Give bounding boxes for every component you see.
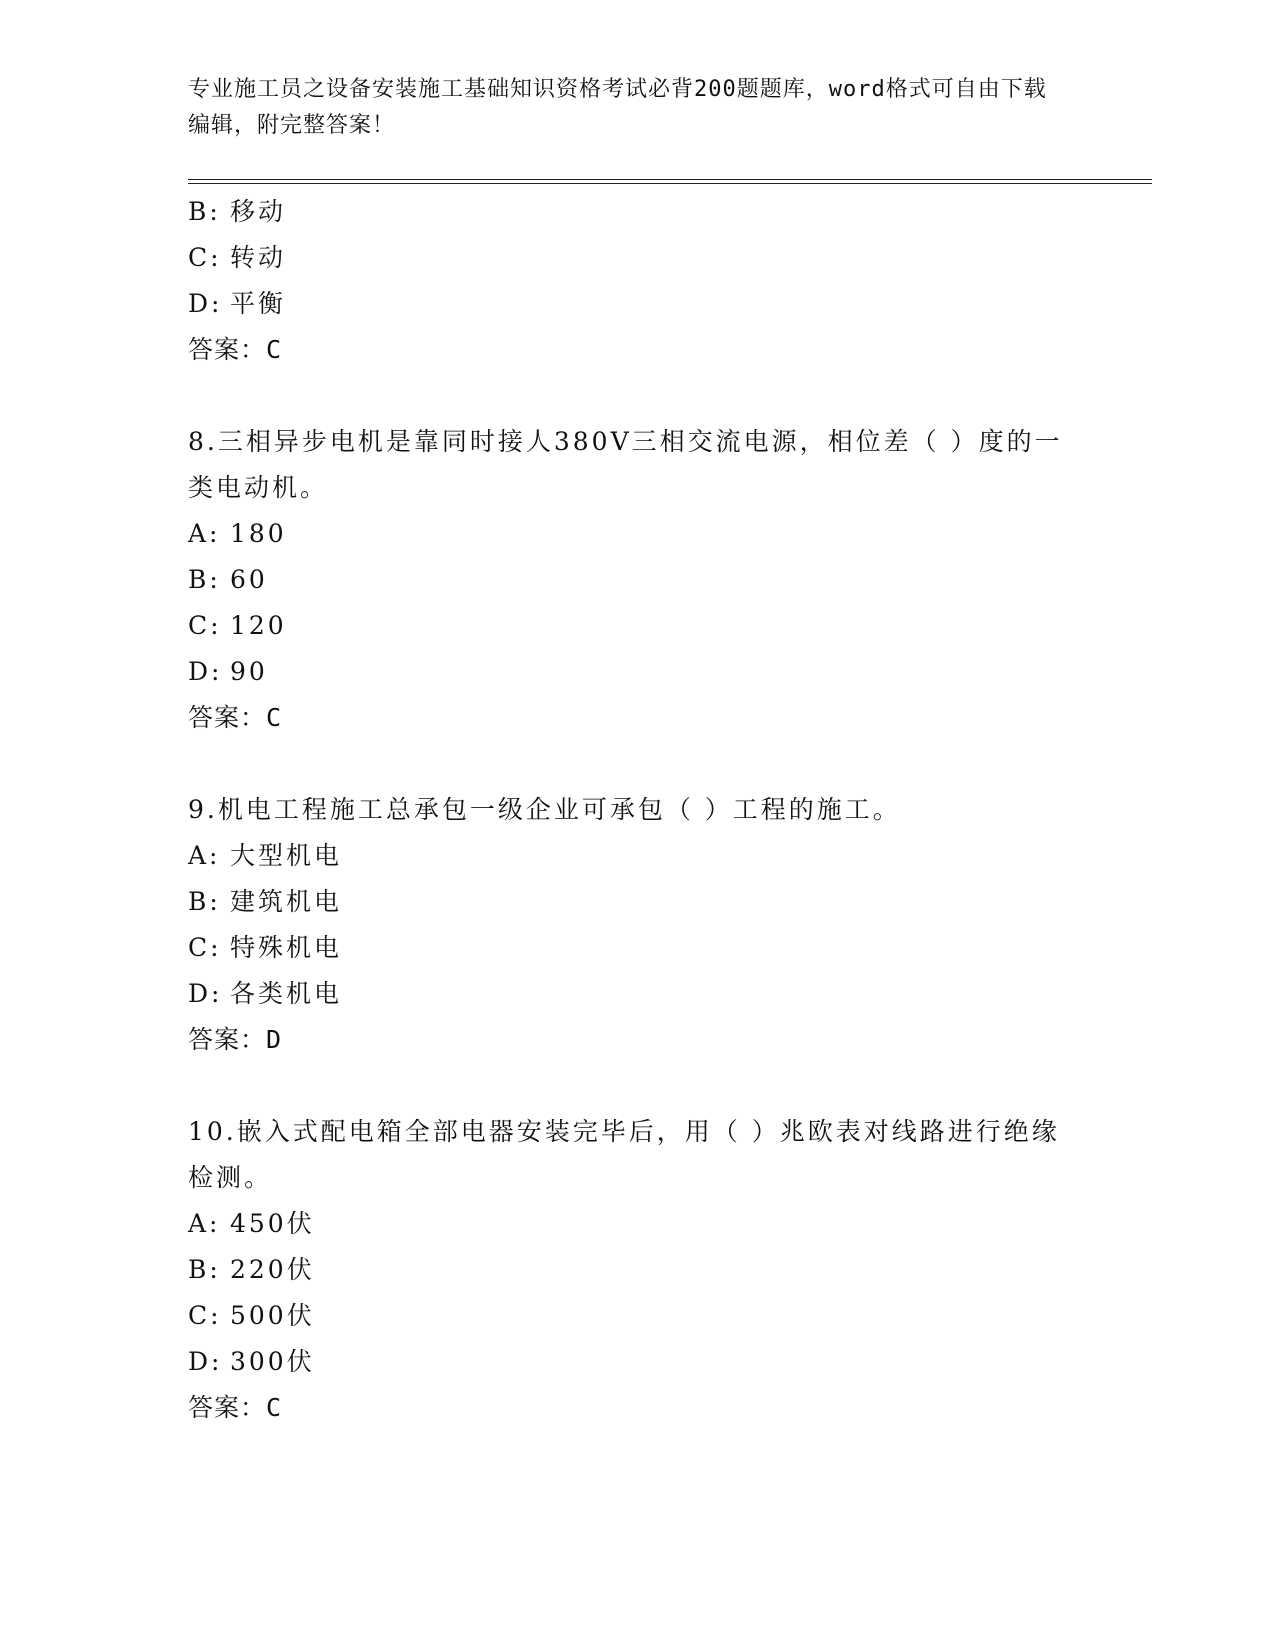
- option-c: [188, 1293, 1068, 1339]
- answer-label: 答案：: [188, 1025, 267, 1054]
- option-text: 500伏: [230, 1301, 315, 1330]
- option-label: D:: [188, 657, 223, 686]
- option-c: [188, 603, 1068, 649]
- spacer: [188, 1063, 1068, 1109]
- question-text: 9.机电工程施工总承包一级企业可承包（ ）工程的施工。: [188, 795, 901, 824]
- option-label: B:: [188, 565, 221, 594]
- option-label: C:: [188, 933, 222, 962]
- option-text: 移动: [230, 197, 287, 226]
- option-d: [188, 971, 1068, 1017]
- option-label: B:: [188, 887, 221, 916]
- document-content: [188, 189, 1068, 1431]
- question-block-partial: [188, 189, 1068, 373]
- question-block-9: [188, 787, 1068, 1063]
- answer-line: [188, 327, 1068, 373]
- header-rule-bottom: [188, 183, 1152, 184]
- option-label: C:: [188, 243, 222, 272]
- answer-value: C: [266, 335, 283, 364]
- option-text: 180: [230, 519, 287, 548]
- answer-value: C: [266, 703, 283, 732]
- option-label: B:: [188, 1255, 221, 1284]
- option-b: [188, 189, 1068, 235]
- option-label: A:: [188, 841, 221, 870]
- question-block-10: [188, 1109, 1068, 1431]
- option-label: D:: [188, 1347, 223, 1376]
- answer-value: C: [266, 1393, 283, 1422]
- option-a: [188, 833, 1068, 879]
- option-text: 大型机电: [230, 841, 343, 870]
- option-a: [188, 511, 1068, 557]
- option-c: [188, 235, 1068, 281]
- spacer: [188, 741, 1068, 787]
- option-text: 特殊机电: [230, 933, 343, 962]
- option-label: D:: [188, 979, 223, 1008]
- option-text: 平衡: [230, 289, 287, 318]
- option-label: A:: [188, 1209, 221, 1238]
- option-text: 220伏: [230, 1255, 315, 1284]
- answer-line: [188, 1017, 1068, 1063]
- option-d: [188, 1339, 1068, 1385]
- question-text: 10.嵌入式配电箱全部电器安装完毕后，用（ ）兆欧表对线路进行绝缘检测。: [188, 1117, 1060, 1192]
- option-label: C:: [188, 1301, 222, 1330]
- option-text: 转动: [230, 243, 287, 272]
- header-rule-top: [188, 179, 1152, 180]
- option-d: [188, 281, 1068, 327]
- option-b: [188, 1247, 1068, 1293]
- option-text: 建筑机电: [230, 887, 343, 916]
- option-d: [188, 649, 1068, 695]
- option-text: 60: [230, 565, 268, 594]
- option-label: C:: [188, 611, 222, 640]
- answer-line: [188, 1385, 1068, 1431]
- answer-value: D: [266, 1025, 283, 1054]
- answer-label: 答案：: [188, 1393, 267, 1422]
- document-header-title: 专业施工员之设备安装施工基础知识资格考试必背200题题库，word格式可自由下载编辑，附完整答案！: [188, 77, 1047, 138]
- option-b: [188, 879, 1068, 925]
- option-text: 各类机电: [230, 979, 343, 1008]
- option-b: [188, 557, 1068, 603]
- option-label: B:: [188, 197, 221, 226]
- question-block-8: [188, 419, 1068, 741]
- option-a: [188, 1201, 1068, 1247]
- spacer: [188, 373, 1068, 419]
- answer-label: 答案：: [188, 335, 267, 364]
- option-label: D:: [188, 289, 223, 318]
- answer-label: 答案：: [188, 703, 267, 732]
- option-text: 120: [230, 611, 287, 640]
- option-text: 90: [230, 657, 268, 686]
- option-c: [188, 925, 1068, 971]
- question-text: 8.三相异步电机是靠同时接人380V三相交流电源，相位差（ ）度的一类电动机。: [188, 427, 1063, 502]
- option-text: 300伏: [230, 1347, 315, 1376]
- option-text: 450伏: [230, 1209, 315, 1238]
- answer-line: [188, 695, 1068, 741]
- option-label: A:: [188, 519, 221, 548]
